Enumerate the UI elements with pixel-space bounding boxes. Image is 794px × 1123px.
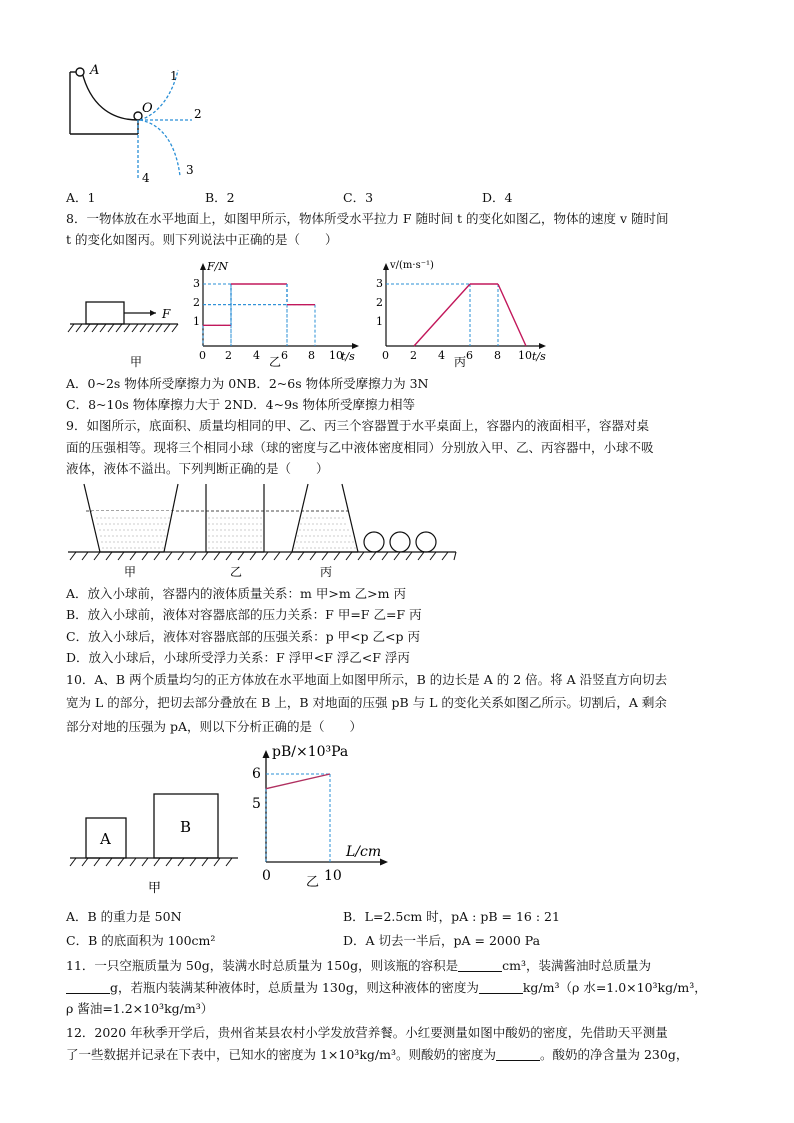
- q8-stem-1: 8．一物体放在水平地面上，如图甲所示，物体所受水平拉力 F 随时间 t 的变化如图乙，物体的速度 v 随时间: [66, 211, 669, 226]
- yi-xtick-2: 2: [225, 349, 232, 362]
- ball-1-icon: [364, 532, 384, 552]
- bing-ytick-1: 1: [376, 315, 383, 328]
- bing-xtick-0: 0: [382, 349, 389, 362]
- q8-chart-yi: [193, 256, 365, 368]
- bing-xtick-2: 2: [410, 349, 417, 362]
- bing-xlabel: t/s: [532, 350, 546, 363]
- q11-text-1b: cm³，装满酱油时总质量为: [502, 958, 651, 973]
- q10-stem-3: 部分对地的压强为 pA，则以下分析正确的是（ ）: [66, 719, 363, 734]
- container-yi: [206, 484, 264, 552]
- q12-text-2a: 了一些数据并记录在下表中，已知水的密度为 1×10³kg/m³。则酸奶的密度为: [66, 1047, 496, 1062]
- q9-stem-2: 面的压强相等。现将三个相同小球（球的密度与乙中液体密度相同）分别放入甲、乙、丙容器中，小球不吸: [66, 440, 654, 455]
- q11-line-3: ρ 酱油=1.2×10³kg/m³）: [66, 1001, 214, 1016]
- series-0-segment-0: [266, 774, 330, 789]
- force-label: F: [162, 307, 171, 321]
- bing-xtick-6: 6: [466, 349, 473, 362]
- yi-ytick-2: 2: [193, 296, 200, 309]
- q10-chart-yi: [248, 740, 398, 890]
- path-label-2: 2: [194, 107, 202, 121]
- yi-xtick-0: 0: [199, 349, 206, 362]
- q9-stem-1: 9．如图所示，底面积、质量均相同的甲、乙、丙三个容器置于水平桌面上，容器内的液面相平，容器对桌: [66, 418, 649, 433]
- q9-option-b[interactable]: B．放入小球前，液体对容器底部的压力关系：F 甲=F 乙=F 丙: [66, 607, 422, 622]
- pb-xtick-10: 10: [324, 868, 342, 884]
- q12-line-1: 12．2020 年秋季开学后，贵州省某县农村小学发放营养餐。小红要测量如图中酸奶的密度，先借助天平测量: [66, 1025, 668, 1040]
- ball-O-icon: [134, 112, 142, 120]
- bing-xtick-4: 4: [438, 349, 445, 362]
- block-B-label: B: [180, 818, 192, 836]
- q11-text-1a: 11．一只空瓶质量为 50g，装满水时总质量为 150g，则该瓶的容积是: [66, 958, 459, 973]
- ball-3-icon: [416, 532, 436, 552]
- container-jia: [84, 484, 178, 552]
- caption-jia: 甲: [130, 355, 143, 369]
- q10-option-a[interactable]: A．B 的重力是 50N: [66, 909, 182, 924]
- q10-stem-1: 10．A、B 两个质量均匀的正方体放在水平地面上如图甲所示，B 的边长是 A 的 2 倍。将 A 沿竖直方向切去: [66, 672, 668, 687]
- pb-xlabel: L/cm: [346, 844, 382, 860]
- pb-ytick-5: 5: [252, 796, 261, 812]
- bing-xtick-8: 8: [494, 349, 501, 362]
- series-0-segment-0: [414, 284, 470, 346]
- q11-blank-2[interactable]: [66, 981, 110, 994]
- q7-option-b[interactable]: B．2: [205, 190, 235, 205]
- q9-stem-3: 液体，液体不溢出。下列判断正确的是（ ）: [66, 461, 329, 476]
- q8-fig-jia: [66, 296, 206, 370]
- q11-text-2a: g，若瓶内装满某种液体时，总质量为 130g，则这种液体的密度为: [110, 980, 479, 995]
- bing-xtick-10: 10: [518, 349, 532, 362]
- q11-line-2: [66, 980, 707, 996]
- q8-options-2: C．8~10s 物体摩擦力大于 2ND．4~9s 物体所受摩擦力相等: [66, 397, 415, 412]
- q8-options-1: A．0~2s 物体所受摩擦力为 0NB．2~6s 物体所受摩擦力为 3N: [66, 376, 429, 391]
- yi-xtick-4: 4: [253, 349, 260, 362]
- path-label-1: 1: [170, 69, 178, 83]
- q10-fig-jia: [66, 790, 246, 900]
- bing-ytick-2: 2: [376, 296, 383, 309]
- path-label-3: 3: [186, 163, 194, 177]
- yi-ylabel: F/N: [207, 260, 228, 273]
- q10-option-d[interactable]: D．A 切去一半后，pA = 2000 Pa: [343, 933, 541, 948]
- q10-option-c[interactable]: C．B 的底面积为 100cm²: [66, 933, 216, 948]
- q9-caption-yi: 乙: [230, 565, 243, 579]
- q9-figure: [66, 480, 466, 580]
- q9-option-c[interactable]: C．放入小球后，液体对容器底部的压强关系：p 甲<p 乙<p 丙: [66, 629, 420, 644]
- q10-option-b[interactable]: B．L=2.5cm 时，pA : pB = 16 : 21: [343, 909, 560, 924]
- q9-option-a[interactable]: A．放入小球前，容器内的液体质量关系：m 甲>m 乙>m 丙: [66, 586, 406, 601]
- yi-ytick-1: 1: [193, 315, 200, 328]
- yi-ytick-3: 3: [193, 277, 200, 290]
- q10-stem-2: 宽为 L 的部分，把切去部分叠放在 B 上，B 对地面的压强 pB 与 L 的变化关系如图乙所示。切割后，A 剩余: [66, 695, 667, 710]
- q9-caption-bing: 丙: [320, 565, 333, 579]
- q9-caption-jia: 甲: [124, 565, 137, 579]
- caption-yi: 乙: [269, 355, 282, 368]
- q9-option-d[interactable]: D．放入小球后，小球所受浮力关系：F 浮甲<F 浮乙<F 浮丙: [66, 650, 410, 665]
- container-bing: [292, 484, 358, 552]
- pb-ylabel: pB/×10³Pa: [272, 744, 349, 760]
- label-A: A: [90, 63, 100, 78]
- ball-2-icon: [390, 532, 410, 552]
- label-O: O: [142, 101, 153, 116]
- q12-text-2b: 。酸奶的净含量为 230g，: [539, 1047, 689, 1062]
- q7-figure: [62, 58, 222, 188]
- yi-xtick-6: 6: [281, 349, 288, 362]
- bing-ylabel: v/(m·s⁻¹): [390, 260, 434, 271]
- ball-A-icon: [76, 68, 84, 76]
- pb-ytick-6: 6: [252, 766, 261, 782]
- yi-xtick-8: 8: [308, 349, 315, 362]
- q8-stem-2: t 的变化如图丙。则下列说法中正确的是（ ）: [66, 232, 338, 247]
- q10-caption-yi: 乙: [306, 875, 320, 890]
- q11-line-1: [66, 958, 651, 974]
- series-0-segment-2: [498, 284, 526, 346]
- bing-ytick-3: 3: [376, 277, 383, 290]
- pb-xtick-0: 0: [262, 868, 271, 884]
- path-label-4: 4: [142, 171, 150, 185]
- q12-blank-1[interactable]: [496, 1048, 540, 1061]
- q11-blank-3[interactable]: [479, 981, 523, 994]
- yi-xtick-10: 10: [329, 349, 343, 362]
- q8-chart-bing: [372, 256, 562, 368]
- q7-option-c[interactable]: C．3: [343, 190, 374, 205]
- q7-option-d[interactable]: D．4: [482, 190, 513, 205]
- q7-option-a[interactable]: A．1: [66, 190, 96, 205]
- yi-xlabel: t/s: [341, 350, 355, 363]
- caption-bing: 丙: [454, 355, 467, 368]
- q11-blank-1[interactable]: [458, 959, 502, 972]
- q11-text-2b: kg/m³（ρ 水=1.0×10³kg/m³，: [522, 980, 707, 995]
- block-A-label: A: [100, 830, 111, 848]
- q10-caption-jia: 甲: [148, 881, 162, 896]
- q12-line-2: [66, 1047, 688, 1063]
